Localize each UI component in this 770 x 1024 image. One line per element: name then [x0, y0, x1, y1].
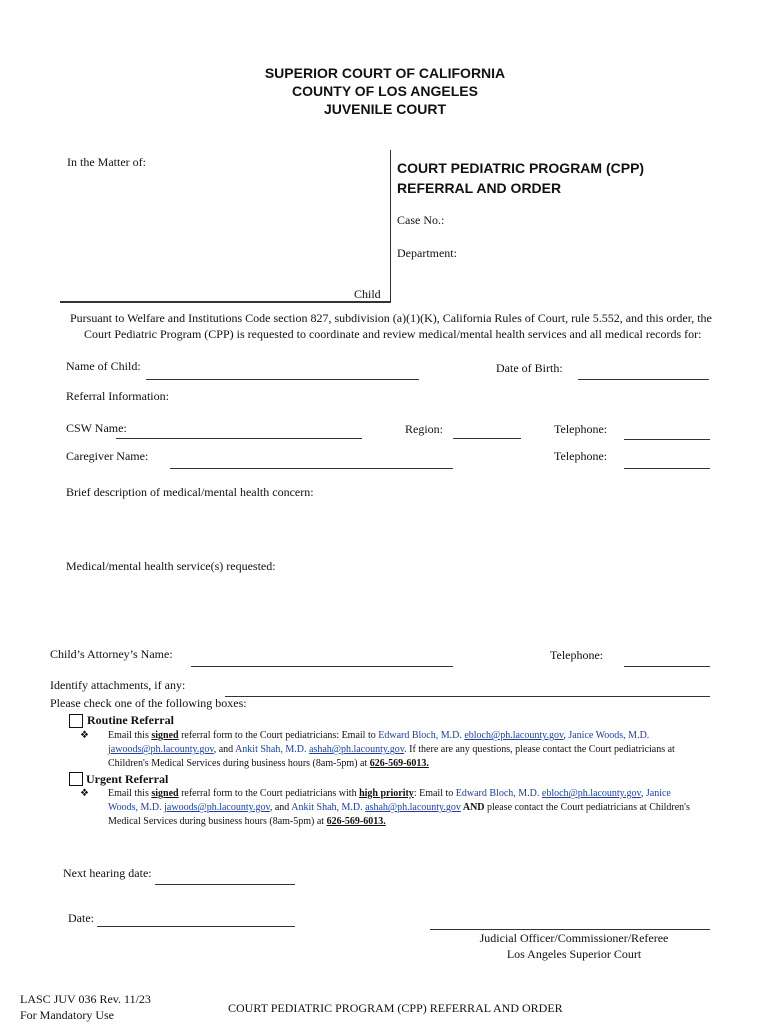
attorney-name-label: Child’s Attorney’s Name:	[50, 647, 173, 661]
routine-line2	[108, 743, 738, 757]
department-label: Department:	[397, 246, 457, 260]
form-id: LASC JUV 036 Rev. 11/23	[20, 992, 151, 1006]
superior-court-label: Los Angeles Superior Court	[506, 947, 642, 961]
date-field[interactable]	[97, 926, 295, 927]
csw-name-field[interactable]	[116, 438, 362, 439]
urgent-doctor-woods: Woods, M.D.	[108, 802, 165, 813]
name-of-child-field[interactable]	[146, 379, 419, 380]
caption-divider	[390, 150, 391, 302]
routine-email-shah-link[interactable]: ashah@ph.lacounty.gov	[308, 744, 405, 755]
attorney-name-field[interactable]	[191, 666, 453, 667]
form-title-line2: REFERRAL AND ORDER	[397, 180, 562, 196]
routine-instructions	[108, 729, 738, 771]
next-hearing-field[interactable]	[155, 884, 295, 885]
urgent-referral-label: Urgent Referral	[86, 772, 169, 786]
routine-bullet-icon: ❖	[80, 730, 89, 741]
caregiver-name-label: Caregiver Name:	[66, 449, 149, 463]
court-header	[0, 64, 770, 118]
attachments-label: Identify attachments, if any:	[50, 678, 186, 692]
county-name: COUNTY OF LOS ANGELES	[292, 83, 478, 99]
routine-doctor-shah: Ankit Shah, M.D.	[235, 744, 309, 755]
routine-text: Children's Medical Services during business hours (8am-5pm) at	[108, 758, 370, 769]
urgent-instructions	[108, 787, 738, 829]
mandatory-use: For Mandatory Use	[20, 1008, 114, 1022]
caption-bottom-rule	[60, 301, 391, 303]
csw-telephone-field[interactable]	[624, 439, 710, 440]
form-title	[397, 158, 644, 198]
csw-name-label: CSW Name:	[66, 421, 127, 435]
routine-referral-label: Routine Referral	[87, 713, 174, 727]
footer-form-title: COURT PEDIATRIC PROGRAM (CPP) REFERRAL AND ORDER	[228, 1001, 563, 1015]
case-no-label: Case No.:	[397, 213, 445, 227]
urgent-and: AND	[460, 802, 485, 813]
urgent-text: : Email to	[413, 788, 456, 799]
court-name: SUPERIOR COURT OF CALIFORNIA	[264, 65, 506, 81]
urgent-signed: signed	[151, 788, 179, 799]
urgent-referral-checkbox[interactable]	[69, 772, 83, 786]
routine-signed: signed	[151, 730, 179, 741]
routine-email-bloch-link[interactable]: ebloch@ph.lacounty.gov	[464, 730, 564, 741]
court-division: JUVENILE COURT	[323, 101, 447, 117]
name-of-child-label: Name of Child:	[66, 359, 141, 373]
urgent-text: referral form to the Court pediatricians with	[178, 788, 360, 799]
date-label: Date:	[68, 911, 94, 925]
urgent-bullet-icon: ❖	[80, 788, 89, 799]
form-title-line1: COURT PEDIATRIC PROGRAM (CPP)	[397, 160, 645, 176]
routine-text: , and	[213, 744, 236, 755]
in-matter-label: In the Matter of:	[67, 155, 146, 169]
child-label: Child	[354, 287, 381, 301]
brief-description-label: Brief description of medical/mental health concern:	[66, 485, 314, 499]
urgent-text: ,	[640, 788, 646, 799]
caregiver-name-field[interactable]	[170, 468, 453, 469]
routine-text: referral form to the Court pediatricians: Email to	[178, 730, 379, 741]
urgent-email-woods-link[interactable]: jawoods@ph.lacounty.gov	[164, 802, 270, 813]
next-hearing-label: Next hearing date:	[63, 866, 152, 880]
routine-line1	[108, 729, 738, 743]
attorney-telephone-field[interactable]	[624, 666, 710, 667]
dob-label: Date of Birth:	[496, 361, 563, 375]
region-label: Region:	[405, 422, 443, 436]
urgent-text: please contact the Court pediatricians at Children's	[484, 802, 690, 813]
urgent-doctor-bloch: Edward Bloch, M.D.	[455, 788, 542, 799]
telephone-label-caregiver: Telephone:	[554, 449, 608, 463]
intro-line2: Court Pediatric Program (CPP) is requested to coordinate and review medical/mental health services and all medical records for:	[84, 327, 702, 341]
urgent-line1	[108, 787, 738, 801]
judicial-officer-label: Judicial Officer/Commissioner/Referee	[479, 931, 669, 945]
telephone-label-csw: Telephone:	[554, 422, 608, 436]
caregiver-telephone-field[interactable]	[624, 468, 710, 469]
urgent-email-shah-link[interactable]: ashah@ph.lacounty.gov	[365, 802, 461, 813]
check-one-label: Please check one of the following boxes:	[50, 696, 247, 710]
signature-line[interactable]	[430, 929, 710, 930]
urgent-line2	[108, 801, 738, 815]
routine-text: Email this	[108, 730, 152, 741]
urgent-doctor-shah: Ankit Shah, M.D.	[291, 802, 366, 813]
intro-line1: Pursuant to Welfare and Institutions Code section 827, subdivision (a)(1)(K), California Rules of Court, rule 5.552, and this order, the	[70, 311, 712, 325]
routine-text: ,	[563, 730, 569, 741]
attachments-field[interactable]	[225, 696, 710, 697]
urgent-text: Medical Services during business hours (8am-5pm) at	[108, 816, 327, 827]
routine-text: . If there are any questions, please contact the Court pediatricians at	[404, 744, 675, 755]
urgent-phone: 626-569-6013.	[326, 816, 386, 827]
urgent-high-priority: high priority	[359, 788, 414, 799]
routine-doctor-bloch: Edward Bloch, M.D.	[378, 730, 465, 741]
routine-line3	[108, 757, 738, 771]
urgent-doctor-woods: Janice	[645, 788, 671, 799]
urgent-text: Email this	[108, 788, 152, 799]
routine-referral-checkbox[interactable]	[69, 714, 83, 728]
services-requested-label: Medical/mental health service(s) requested:	[66, 559, 276, 573]
routine-phone: 626-569-6013.	[369, 758, 429, 769]
routine-email-woods-link[interactable]: jawoods@ph.lacounty.gov	[108, 744, 214, 755]
urgent-line3	[108, 815, 738, 829]
urgent-email-bloch-link[interactable]: ebloch@ph.lacounty.gov	[541, 788, 641, 799]
referral-info-label: Referral Information:	[66, 389, 169, 403]
dob-field[interactable]	[578, 379, 709, 380]
region-field[interactable]	[453, 438, 521, 439]
urgent-text: , and	[269, 802, 292, 813]
telephone-label-attorney: Telephone:	[550, 648, 604, 662]
routine-doctor-woods: Janice Woods, M.D.	[568, 730, 650, 741]
